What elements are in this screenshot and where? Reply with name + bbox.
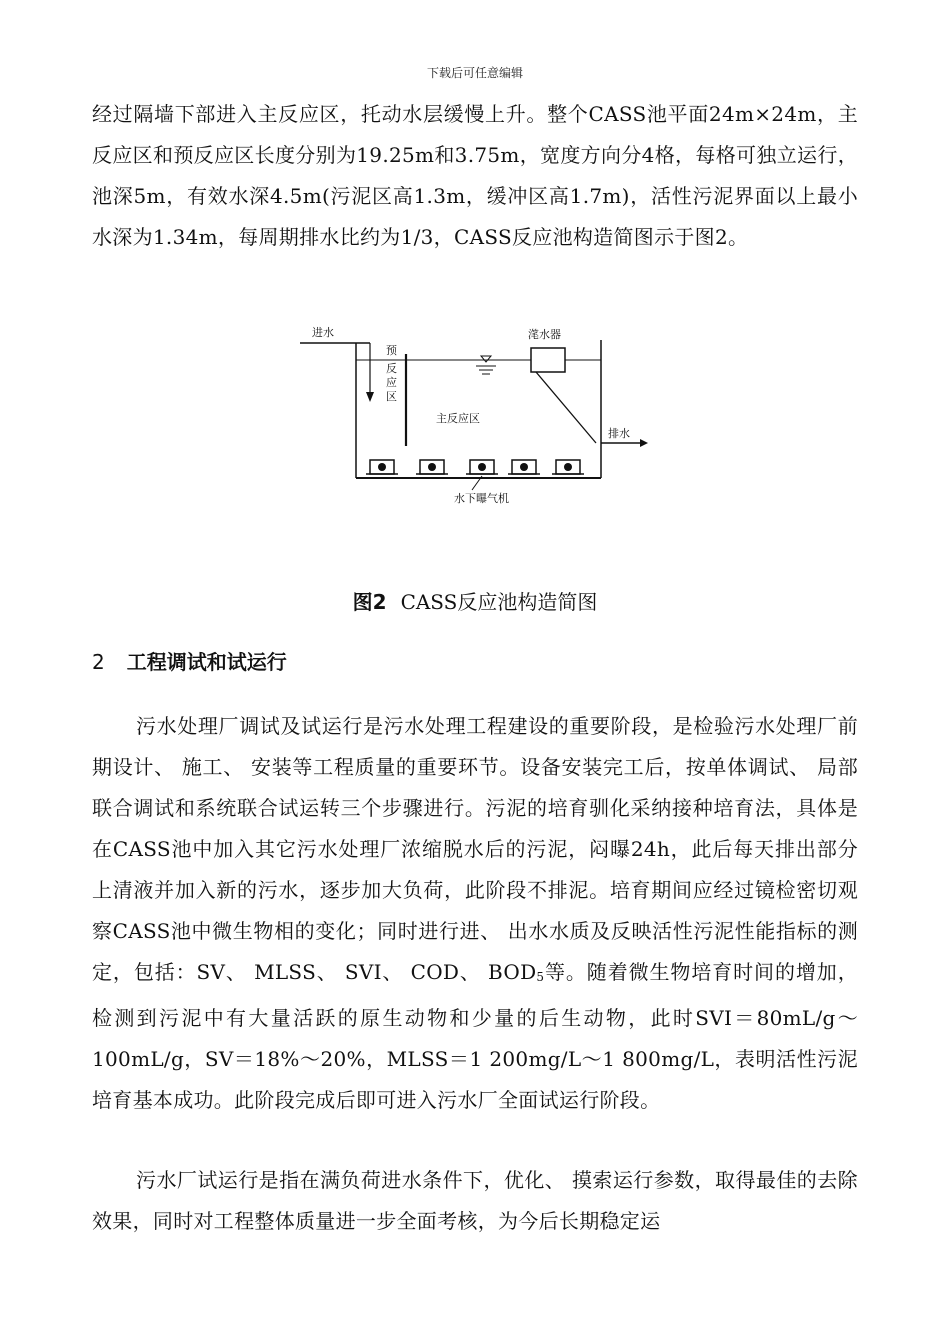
inlet-arrow-icon (366, 392, 374, 402)
pre-zone-char-1: 预 (386, 344, 397, 357)
header-note: 下载后可任意编辑 (426, 66, 523, 80)
section-title: 工程调试和试运行 (126, 650, 287, 674)
pre-zone-char-3: 应 (386, 376, 397, 389)
outlet-label: 排水 (608, 427, 630, 440)
cass-tank-diagram (296, 318, 656, 518)
aerator-icon (508, 460, 540, 474)
pre-zone-char-4: 区 (386, 390, 397, 403)
water-level-icon (481, 356, 491, 362)
decanter-label: 滗水器 (528, 328, 561, 341)
aerator-icon (366, 460, 398, 474)
section-heading (92, 646, 287, 675)
decanter-icon (531, 348, 565, 372)
figure-title: CASS反应池构造简图 (400, 590, 598, 614)
aerator-icon (552, 460, 584, 474)
paragraph-1: 经过隔墙下部进入主反应区，托动水层缓慢上升。整个CASS池平面24m×24m，主反应区和预反应区长度分别为19.25m和3.75m，宽度方向分4格，每格可独立运行，池深5m，有效水深4.5m(污泥区高1.3m，缓冲区高1.7m)，活性污泥界面以上最小水深为1.34m，每周期排水比约为1/3，CASS反应池构造简图示于图2。 (92, 102, 858, 249)
paragraph-3: 污水厂试运行是指在满负荷进水条件下，优化、 摸索运行参数，取得最佳的去除效果，同时对工程整体质量进一步全面考核，为今后长期稳定运 (92, 1168, 858, 1233)
aerator-label: 水下曝气机 (454, 492, 509, 505)
outlet-arrow-icon (640, 439, 648, 447)
section-number: 2 (92, 650, 105, 674)
diagram-svg (296, 318, 656, 518)
main-zone-label: 主反应区 (436, 412, 480, 425)
aerator-icon (416, 460, 448, 474)
bod-subscript: 5 (536, 970, 545, 984)
inlet-label: 进水 (312, 326, 334, 339)
aerator-icon (466, 460, 498, 474)
paragraph-2 (92, 706, 858, 1121)
figure-number: 图2 (352, 590, 387, 614)
paragraph-2-part-b: 等。随着微生物培育时间的增加，检测到污泥中有大量活跃的原生动物和少量的后生动物，此时SVI＝80mL/g～100mL/g，SV＝18%～20%，MLSS＝1 200mg/L～1 800mg/L，表明活性污泥培育基本成功。此阶段完成后即可进入污水厂全面试运行阶段。 (92, 960, 858, 1112)
paragraph-2-part-a: 污水处理厂调试及试运行是污水处理工程建设的重要阶段，是检验污水处理厂前期设计、 施工、 安装等工程质量的重要环节。设备安装完工后，按单体调试、 局部联合调试和系统联合试运转三个步骤进行。污泥的培育驯化采纳接种培育法，具体是在CASS池中加入其它污水处理厂浓缩脱水后的污泥，闷曝24h，此后每天排出部分上清液并加入新的污水，逐步加大负荷，此阶段不排泥。培育期间应经过镜检密切观察CASS池中微生物相的变化；同时进行进、 出水水质及反映活性污泥性能指标的测定，包括：SV、 MLSS、 SVI、 COD、 BOD (92, 714, 858, 984)
figure-caption (0, 586, 950, 615)
pre-zone-char-2: 反 (386, 362, 397, 375)
decanter-arm (536, 372, 596, 443)
